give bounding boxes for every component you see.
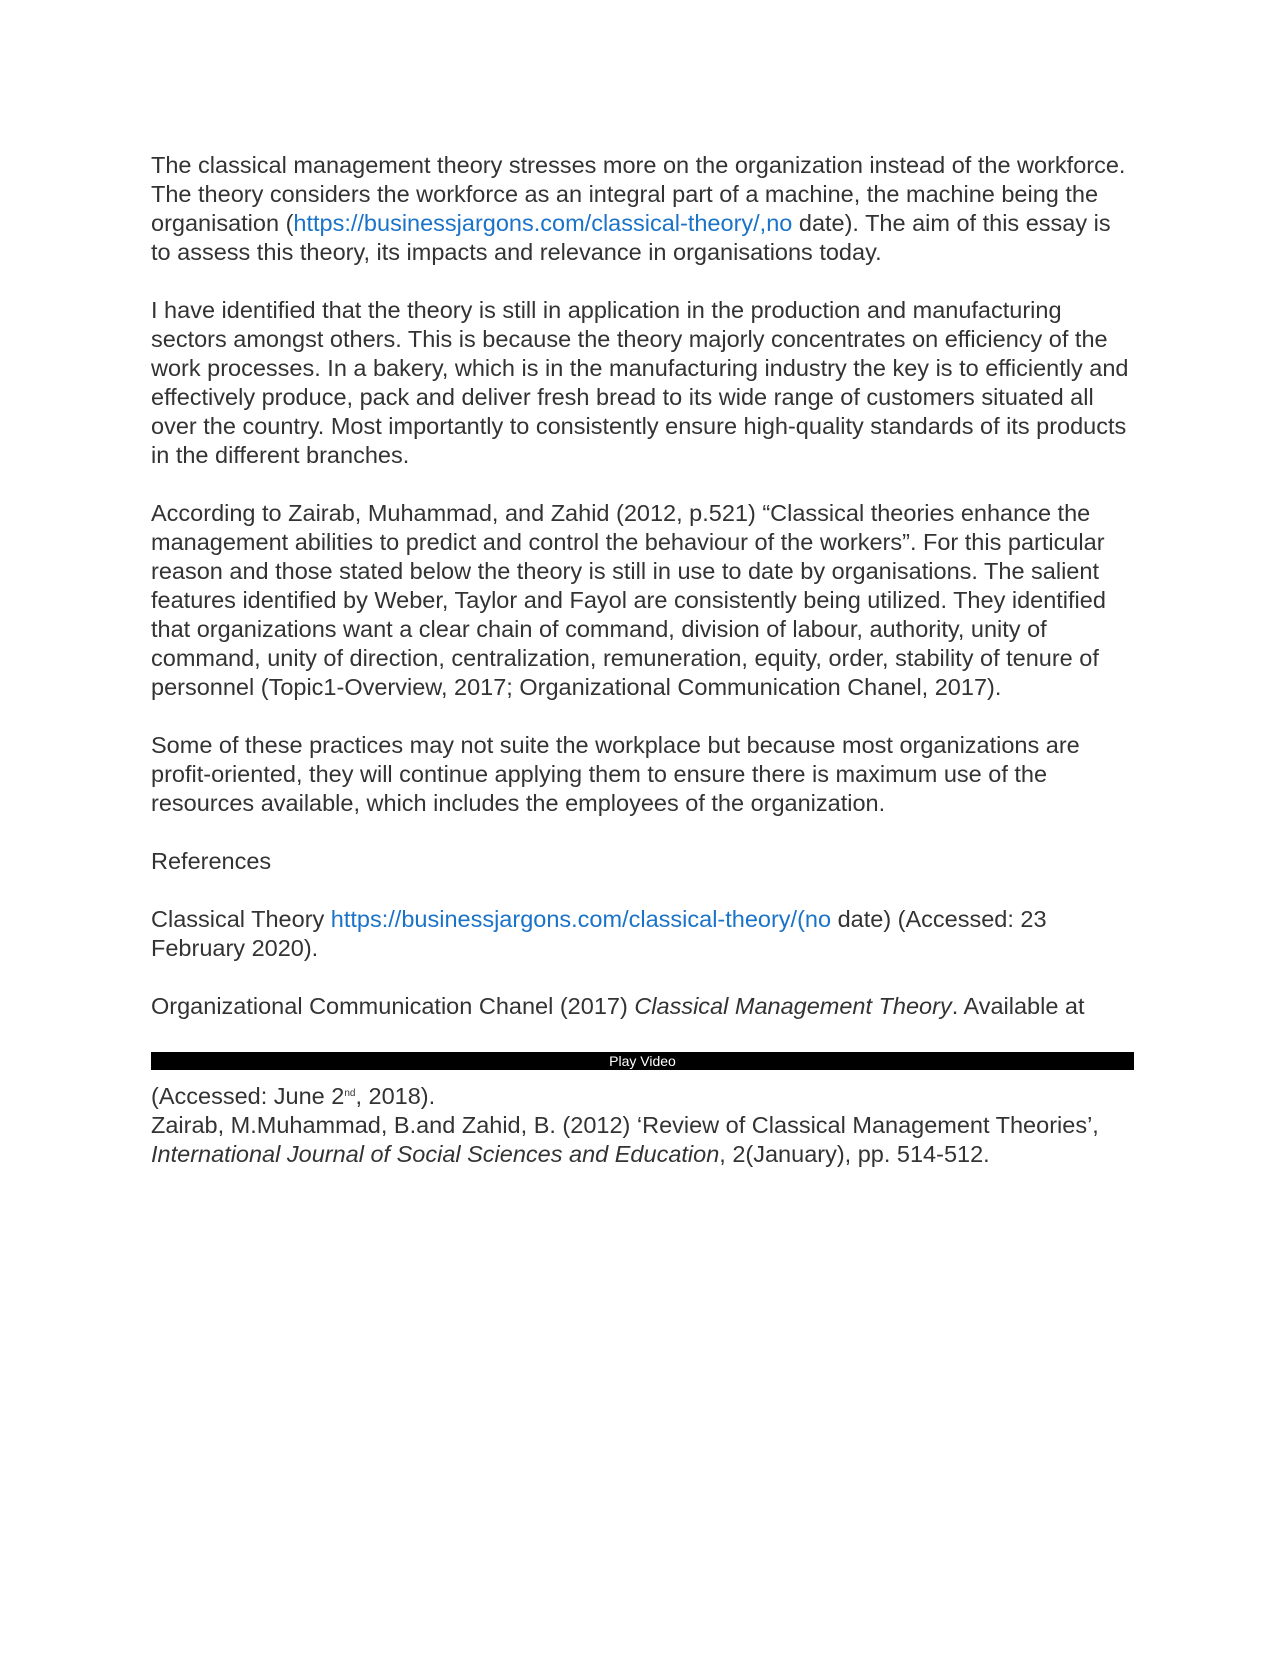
reference-org-comm-accessed-end: , 2018). bbox=[355, 1083, 436, 1109]
reference-org-comm-accessed bbox=[151, 1082, 1136, 1111]
reference-zairab-authors: Zairab, M.Muhammad, B.and Zahid, B. (2012) ‘Review of Classical Management Theories’, bbox=[151, 1112, 1099, 1138]
ordinal-suffix: nd bbox=[344, 1088, 356, 1099]
paragraph-intro-text: The classical management theory stresses more on the organization instead of the workforce. The theory considers the workforce as an integral part of a machine, the machine being the organisation ( bbox=[151, 152, 1126, 236]
paragraph-features: According to Zairab, Muhammad, and Zahid (2012, p.521) “Classical theories enhance the management abilities to predict and control the behaviour of the workers”. For this particular reason and those stated below the theory is still in use to date by organisations. The salient features identified by Weber, Taylor and Fayol are consistently being utilized. They identified that organizations want a clear chain of command, division of labour, authority, unity of command, unity of direction, centralization, remuneration, equity, order, stability of tenure of personnel (Topic1-Overview, 2017; Organizational Communication Chanel, 2017). bbox=[151, 500, 1106, 700]
paragraph-intro-text-end: date). The aim of this essay is to assess this theory, its impacts and relevance in organisations today. bbox=[151, 210, 1111, 265]
paragraph-conclusion: Some of these practices may not suite the workplace but because most organizations are profit-oriented, they will continue applying them to ensure there is maximum use of the resources available, which includes the employees of the organization. bbox=[151, 732, 1080, 816]
reference-zairab-journal: International Journal of Social Sciences and Education bbox=[151, 1141, 720, 1167]
references-heading: References bbox=[151, 848, 272, 874]
reference-zairab-pages: , 2(January), pp. 514-512. bbox=[719, 1141, 990, 1167]
reference-organizational-communication bbox=[151, 992, 1136, 1021]
reference-classical-theory-title: Classical Theory bbox=[151, 906, 331, 932]
reference-classical-theory-accessed: date) (Accessed: 23 February 2020). bbox=[151, 906, 1047, 961]
reference-org-comm-title: Classical Management Theory bbox=[634, 993, 952, 1019]
paragraph-application: I have identified that the theory is still in application in the production and manufacturing sectors amongst others. This is because the theory majorly concentrates on efficiency of the work processes. In a bakery, which is in the manufacturing industry the key is to efficiently and effectively produce, pack and deliver fresh bread to its wide range of customers situated all over the country. Most importantly to consistently ensure high-quality standards of its products in the different branches. bbox=[151, 297, 1129, 468]
reference-org-comm-author: Organizational Communication Chanel (2017) bbox=[151, 993, 635, 1019]
document-page bbox=[151, 151, 1136, 1169]
reference-org-comm-available: . Available at bbox=[951, 993, 1085, 1019]
reference-classical-theory-link[interactable]: https://businessjargons.com/classical-theory/(no bbox=[330, 906, 832, 932]
play-video-button[interactable]: Play Video bbox=[151, 1052, 1134, 1070]
reference-classical-theory bbox=[151, 905, 1136, 963]
businessjargons-link[interactable]: https://businessjargons.com/classical-theory/,no bbox=[293, 210, 793, 236]
reference-org-comm-accessed-text: (Accessed: June 2 bbox=[151, 1083, 345, 1109]
reference-zairab bbox=[151, 1111, 1136, 1169]
paragraph-intro bbox=[151, 151, 1136, 267]
